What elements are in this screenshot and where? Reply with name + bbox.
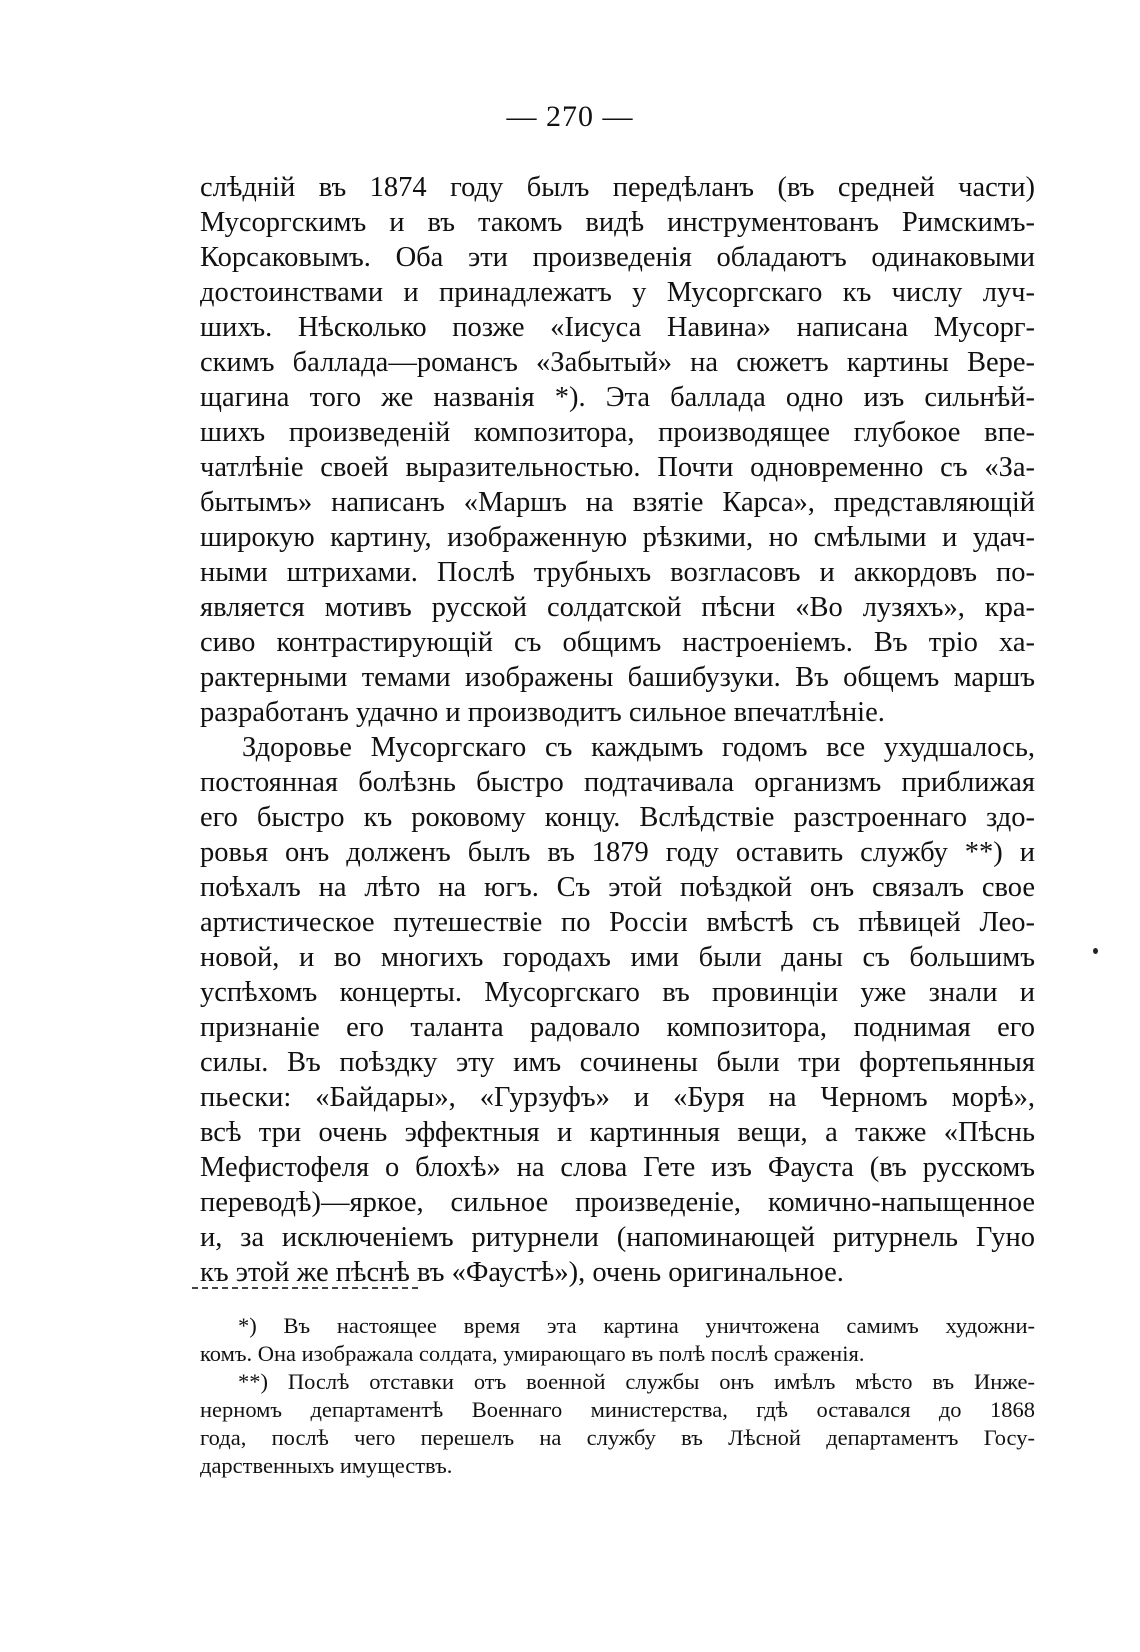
ink-speck xyxy=(1093,948,1098,954)
footnote-line: комъ. Она изображала солдата, умирающаго въ полѣ послѣ сраженія. xyxy=(200,1341,865,1366)
footnote-line: **) Послѣ отставки отъ военной службы онъ имѣлъ мѣсто въ Инже- xyxy=(238,1369,1035,1394)
text-line: ными штрихами. Послѣ трубныхъ возгласовъ и аккордовъ по- xyxy=(200,557,1035,588)
text-line: артистическое путешествіе по Россіи вмѣстѣ съ пѣвицей Лео- xyxy=(200,907,1035,938)
text-line: достоинствами и принадлежатъ у Мусоргскаго къ числу луч- xyxy=(200,277,1035,308)
text-line: разработанъ удачно и производитъ сильное впечатлѣніе. xyxy=(200,697,885,728)
text-line: чатлѣніе своей выразительностью. Почти одновременно съ «За- xyxy=(200,452,1035,483)
page-number: — 270 — xyxy=(506,100,634,133)
text-line: новой, и во многихъ городахъ ими были даны съ большимъ xyxy=(200,942,1035,973)
body-text xyxy=(200,170,1035,1290)
text-line: и, за исключеніемъ ритурнели (напоминающей ритурнель Гуно xyxy=(200,1222,1035,1253)
text-line: къ этой же пѣснѣ въ «Фаустѣ»), очень оригинальное. xyxy=(200,1257,844,1288)
text-line: признаніе его таланта радовало композитора, поднимая его xyxy=(200,1012,1035,1043)
text-line: слѣдній въ 1874 году былъ передѣланъ (въ средней части) xyxy=(200,172,1035,203)
text-line: переводѣ)—яркое, сильное произведеніе, комично-напыщенное xyxy=(200,1187,1035,1218)
text-line: Мусоргскимъ и въ такомъ видѣ инструментованъ Римскимъ- xyxy=(200,207,1035,238)
text-line: ровья онъ долженъ былъ въ 1879 году оставить службу **) и xyxy=(200,837,1035,868)
footnote-line: года, послѣ чего перешелъ на службу въ Лѣсной департаментъ Госу- xyxy=(200,1425,1035,1450)
text-line: пьески: «Байдары», «Гурзуфъ» и «Буря на Черномъ морѣ», xyxy=(200,1082,1035,1113)
text-line: поѣхалъ на лѣто на югъ. Съ этой поѣздкой онъ связалъ свое xyxy=(200,872,1035,903)
text-line: всѣ три очень эффектныя и картинныя вещи, а также «Пѣснь xyxy=(200,1117,1035,1148)
text-line: Мефистофеля о блохѣ» на слова Гете изъ Фауста (въ русскомъ xyxy=(200,1152,1035,1183)
text-line: силы. Въ поѣздку эту имъ сочинены были три фортепьянныя xyxy=(200,1047,1035,1078)
text-line: рактерными темами изображены башибузуки. Въ общемъ маршъ xyxy=(200,662,1035,693)
text-line: его быстро къ роковому концу. Вслѣдствіе разстроеннаго здо- xyxy=(200,802,1035,833)
footnote-line: дарственныхъ имуществъ. xyxy=(200,1453,453,1478)
footnote-line: *) Въ настоящее время эта картина уничтожена самимъ художни- xyxy=(238,1313,1035,1338)
footnote-line: нерномъ департаментѣ Военнаго министерства, гдѣ оставался до 1868 xyxy=(200,1397,1035,1422)
text-line: успѣхомъ концерты. Мусоргскаго въ провинціи уже знали и xyxy=(200,977,1035,1008)
text-line: сиво контрастирующій съ общимъ настроеніемъ. Въ тріо ха- xyxy=(200,627,1035,658)
text-line: шихъ произведеній композитора, производящее глубокое впе- xyxy=(200,417,1035,448)
text-line: скимъ баллада—романсъ «Забытый» на сюжетъ картины Вере- xyxy=(200,347,1035,378)
text-line: шихъ. Нѣсколько позже «Іисуса Навина» написана Мусорг- xyxy=(200,312,1035,343)
footnote-separator xyxy=(192,1287,418,1289)
text-line: Здоровье Мусоргскаго съ каждымъ годомъ все ухудшалось, xyxy=(242,732,1035,763)
text-line: Корсаковымъ. Оба эти произведенія обладаютъ одинаковыми xyxy=(200,242,1035,273)
text-line: является мотивъ русской солдатской пѣсни «Во лузяхъ», кра- xyxy=(200,592,1035,623)
text-line: щагина того же названія *). Эта баллада одно изъ сильнѣй- xyxy=(200,382,1035,413)
footnotes xyxy=(200,1312,1035,1480)
text-line: бытымъ» написанъ «Маршъ на взятіе Карса», представляющій xyxy=(200,487,1035,518)
text-line: широкую картину, изображенную рѣзкими, но смѣлыми и удач- xyxy=(200,522,1035,553)
text-line: постоянная болѣзнь быстро подтачивала организмъ приближая xyxy=(200,767,1035,798)
